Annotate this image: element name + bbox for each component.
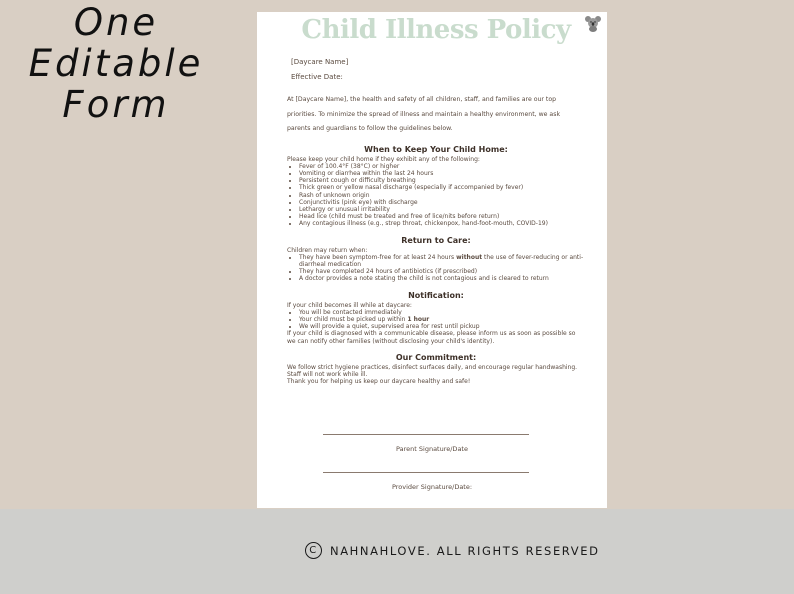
daycare-name-field[interactable]: [Daycare Name] [291,58,349,66]
section-return-heading: Return to Care: [401,235,471,245]
list-text: the use of fever-reducing or anti-diarrheal medication [299,253,584,268]
list-text-bold: 1 hour [407,315,430,323]
notification-list [287,309,585,331]
list-item: • Any contagious illness (e.g., strep throat, chickenpox, hand-foot-mouth, COVID-19) [299,220,585,227]
list-item: • They have completed 24 hours of antibiotics (if prescribed) [299,268,585,275]
list-item: • You will be contacted immediately [299,309,585,316]
list-item: • Fever of 100.4°F (38°C) or higher [299,163,585,170]
list-item: • Thick green or yellow nasal discharge (especially if accompanied by fever) [299,184,585,191]
section-commitment-heading: Our Commitment: [395,352,477,362]
promo-line-one: One [73,1,159,44]
list-item: • Vomiting or diarrhea within the last 24 hours [299,170,585,177]
section-return-lead: Children may return when: [287,246,368,254]
promo-line-form: Form [62,83,170,126]
effective-date-field[interactable]: Effective Date: [291,73,343,81]
provider-signature-line[interactable] [323,472,529,473]
section-keep-home-lead: Please keep your child home if they exhibit any of the following: [287,155,480,163]
section-notification-heading: Notification: [408,290,464,300]
copyright-notice [305,542,600,559]
list-item: • We will provide a quiet, supervised area for rest until pickup [299,323,585,330]
list-text-bold: without [456,253,483,261]
promo-heading [0,0,232,125]
list-text: They have been symptom-free for at least 24 hours [299,253,457,261]
copyright-text: NAHNAHLOVE. ALL RIGHTS RESERVED [330,543,600,558]
intro-paragraph: At [Daycare Name], the health and safety of all children, staff, and families are our top priorities. To minimize the spread of illness and maintain a healthy environment, we ask parents and guardians to follow the guidelines below. [287,96,561,132]
document-title: Child Illness Policy [301,15,571,45]
koala-logo-icon [585,14,601,32]
list-item [299,316,585,323]
list-item: • Head lice (child must be treated and free of lice/nits before return) [299,213,585,220]
list-item: • Rash of unknown origin [299,192,585,199]
policy-document [257,12,607,508]
promo-line-editable: Editable [28,42,204,85]
symptom-list [287,163,585,228]
list-item [299,254,585,268]
return-list [287,254,585,283]
commitment-text: We follow strict hygiene practices, disinfect surfaces daily, and encourage regular handwashing. Staff will not work while ill. [287,363,578,378]
thank-you-text: Thank you for helping us keep our daycare healthy and safe! [287,378,471,386]
provider-signature-label: Provider Signature/Date: [391,483,473,491]
section-keep-home-heading: When to Keep Your Child Home: [364,144,508,154]
copyright-icon: C [305,542,322,559]
parent-signature-label: Parent Signature/Date [396,445,468,453]
list-item: • Lethargy or unusual irritability [299,206,585,213]
section-notification-lead: If your child becomes ill while at daycare: [287,301,412,309]
parent-signature-line[interactable] [323,434,529,435]
list-item: • Conjunctivitis (pink eye) with discharge [299,199,585,206]
list-text: Your child must be picked up within [299,315,408,323]
list-item: • A doctor provides a note stating the child is not contagious and is cleared to return [299,275,585,282]
list-item: • Persistent cough or difficulty breathing [299,177,585,184]
notification-closing: If your child is diagnosed with a communicable disease, please inform us as soon as possible so we can notify other families (without disclosing your child's identity). [287,330,576,345]
